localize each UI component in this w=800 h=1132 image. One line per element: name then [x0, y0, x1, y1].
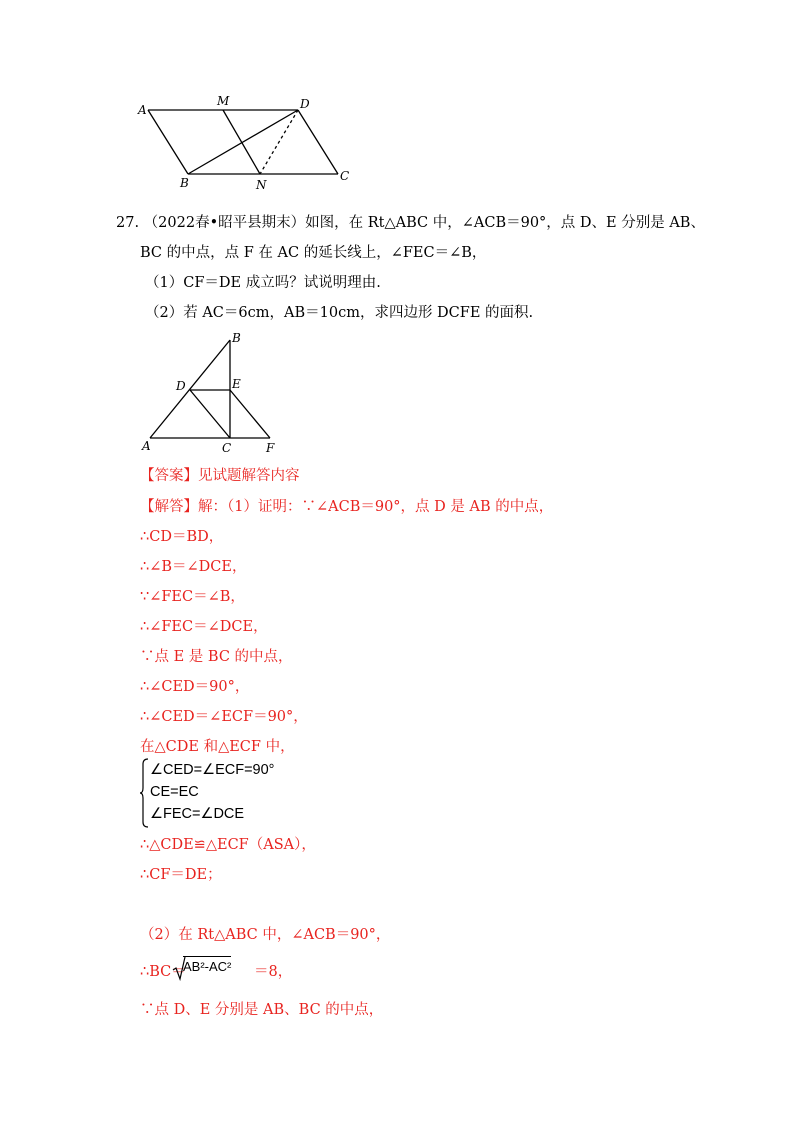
label-C: C: [222, 441, 232, 455]
bc-suffix: ＝8，: [254, 964, 293, 980]
label-B: B: [180, 176, 189, 190]
left-brace: [139, 758, 149, 828]
solution-step-6: ∴∠CED＝90°，: [140, 679, 250, 695]
label-F: F: [266, 441, 275, 455]
label-A: A: [138, 103, 147, 117]
label-D: D: [300, 97, 310, 111]
solution-step-7: ∴∠CED＝∠ECF＝90°，: [140, 709, 308, 725]
label-A: A: [142, 439, 151, 453]
part2-intro: （2）在 Rt△ABC 中，∠ACB＝90°，: [140, 927, 391, 943]
question-1: （1）CF＝DE 成立吗？试说明理由.: [145, 275, 381, 291]
segment-MN: [223, 110, 260, 174]
segment-DN-dashed: [260, 110, 298, 174]
system-line-1: ∠CED=∠ECF=90°: [150, 762, 275, 778]
solution-step-8: 在△CDE 和△ECF 中，: [140, 739, 295, 755]
segment-BD: [188, 110, 298, 174]
solution-step-9: ∴△CDE≌△ECF（ASA），: [140, 837, 316, 853]
solution-step-3: ∵∠FEC＝∠B，: [140, 589, 245, 605]
segment-DC: [298, 110, 338, 174]
solution-step-2: ∴∠B＝∠DCE，: [140, 559, 247, 575]
label-B: B: [232, 331, 241, 345]
segment-AB: [148, 110, 188, 174]
problem-line-2: BC 的中点，点 F 在 AC 的延长线上，∠FEC＝∠B，: [140, 245, 487, 261]
label-E: E: [232, 377, 241, 391]
solution-intro: 【解答】解：（1）证明：∵∠ACB＝90°，点 D 是 AB 的中点，: [140, 499, 554, 515]
bc-prefix: ∴BC＝: [140, 964, 186, 980]
label-M: M: [217, 94, 230, 108]
solution-step-5: ∵点 E 是 BC 的中点，: [140, 649, 293, 665]
answer-line: 【答案】见试题解答内容: [140, 468, 300, 484]
system-line-2: CE=EC: [150, 784, 199, 800]
problem-line-1: 27. （2022春•昭平县期末）如图，在 Rt△ABC 中，∠ACB＝90°，点 D、E 分别是 AB、: [116, 215, 705, 231]
label-D: D: [176, 379, 186, 393]
solution-step-1: ∴CD＝BD，: [140, 529, 224, 545]
segment-DC: [190, 390, 230, 438]
triangle-figure: [138, 330, 288, 460]
segment-EF: [230, 390, 270, 438]
label-N: N: [256, 178, 267, 192]
label-C: C: [340, 169, 350, 183]
question-2: （2）若 AC＝6cm，AB＝10cm，求四边形 DCFE 的面积.: [145, 305, 534, 321]
solution-step-10: ∴CF＝DE；: [140, 867, 222, 883]
system-line-3: ∠FEC=∠DCE: [150, 806, 245, 822]
parallelogram-figure: [130, 92, 360, 192]
solution-step-4: ∴∠FEC＝∠DCE，: [140, 619, 268, 635]
sqrt-expression: AB²-AC²: [183, 956, 231, 981]
solution-step-11: ∵点 D、E 分别是 AB、BC 的中点，: [140, 1002, 384, 1018]
